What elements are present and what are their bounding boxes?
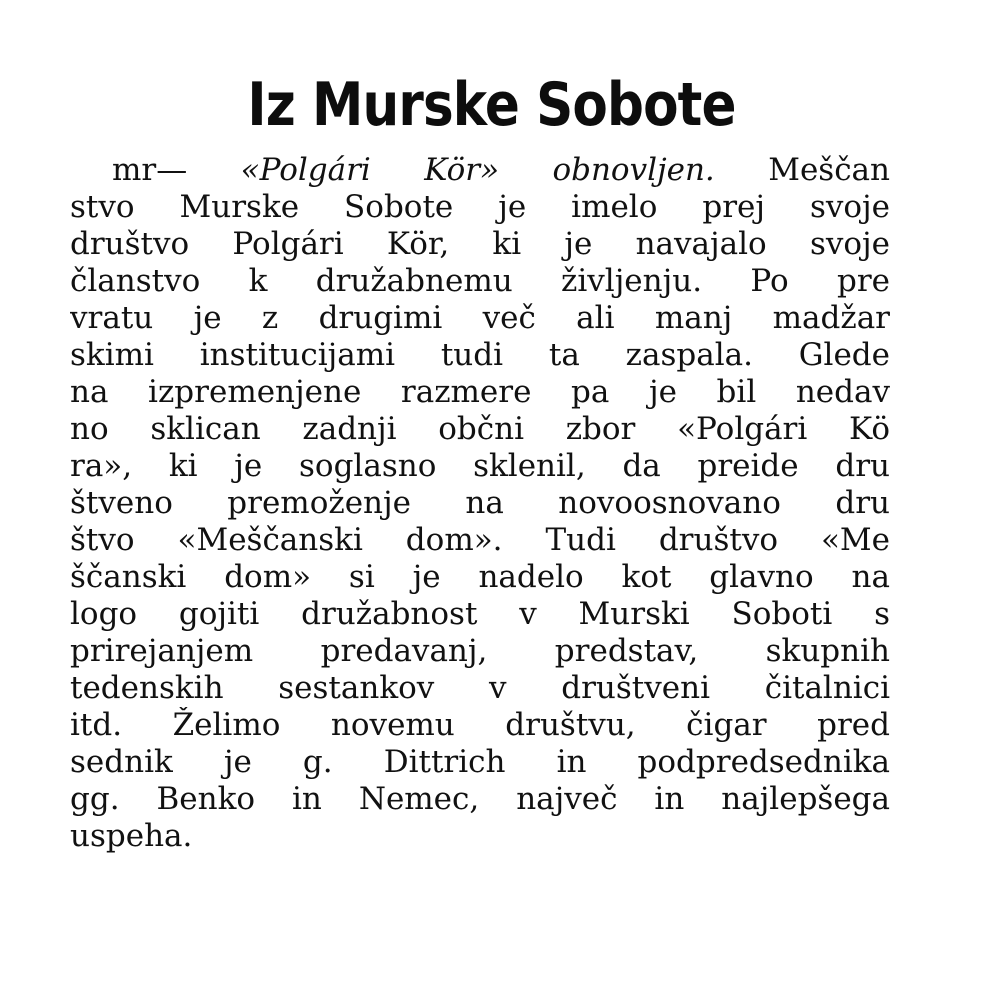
article-line: Meščan <box>768 152 890 188</box>
article-line: ščanski dom» si je nadelo kot glavno na <box>70 559 890 595</box>
article-line: gg. Benko in Nemec, največ in najlepšega <box>70 781 890 817</box>
lead-title: «Polgári Kör» obnovljen. <box>240 152 715 188</box>
article-line: stvo Murske Sobote je imelo prej svoje <box>70 189 890 225</box>
article-line: na izpremenjene razmere pa je bil nedav <box>70 374 890 410</box>
article-body <box>70 152 890 855</box>
article-line: vratu je z drugimi več ali manj madžar <box>70 300 890 336</box>
article-line: članstvo k družabnemu življenju. Po pre <box>70 263 890 299</box>
article-line: prirejanjem predavanj, predstav, skupnih <box>70 633 890 669</box>
headline: Iz Murske Sobote <box>247 70 736 140</box>
article-first-line <box>70 152 890 189</box>
article-line: logo gojiti družabnost v Murski Soboti s <box>70 596 890 632</box>
article-line: skimi institucijami tudi ta zaspala. Glede <box>70 337 890 373</box>
article-line: no sklican zadnji občni zbor «Polgári Kö <box>70 411 890 447</box>
article-line: ra», ki je soglasno sklenil, da preide dru <box>70 448 890 484</box>
article-line: sednik je g. Dittrich in podpredsednika <box>70 744 890 780</box>
article-line: štveno premoženje na novoosnovano dru <box>70 485 890 521</box>
article-last-line: uspeha. <box>70 818 193 854</box>
article-line: društvo Polgári Kör, ki je navajalo svoje <box>70 226 890 262</box>
article-line: itd. Želimo novemu društvu, čigar pred <box>70 707 890 743</box>
byline: mr— <box>112 152 188 188</box>
article-line: tedenskih sestankov v društveni čitalnici <box>70 670 890 706</box>
article-line: štvo «Meščanski dom». Tudi društvo «Me <box>70 522 890 558</box>
